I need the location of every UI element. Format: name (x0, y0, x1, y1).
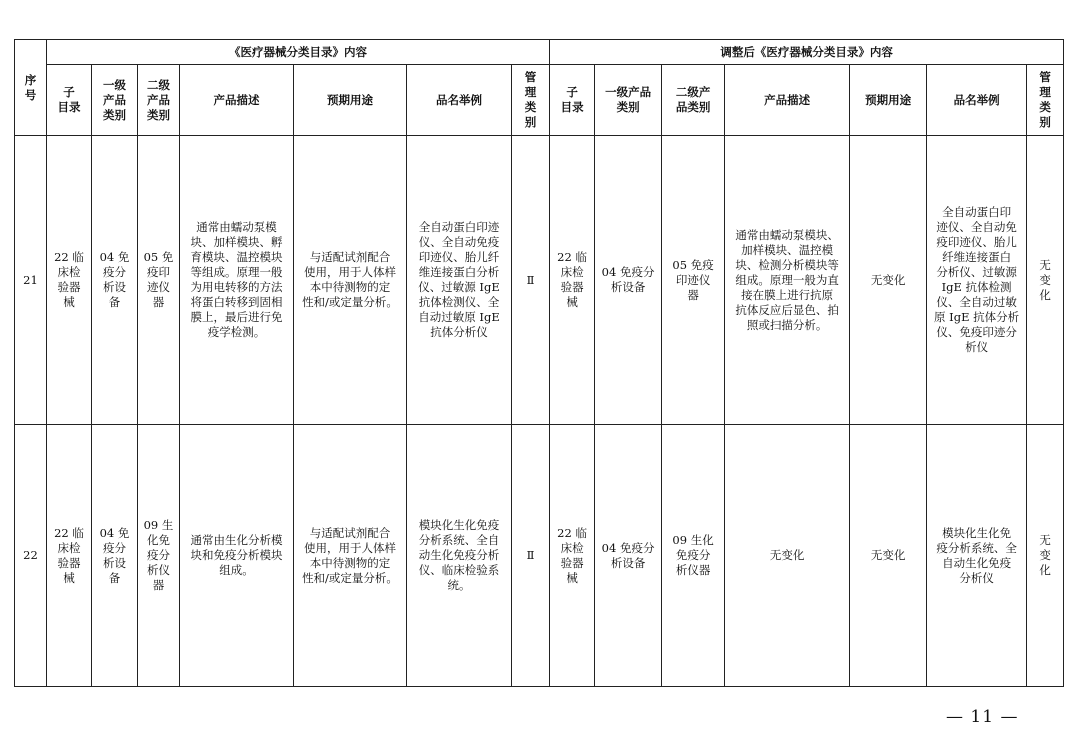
a-level1-cell: 04 免疫分 析设备 (595, 136, 662, 425)
column-header-row (15, 65, 1064, 136)
o-use-header: 预期用途 (294, 65, 407, 136)
o-level1-header: 一级 产品 类别 (92, 65, 138, 136)
o-level1-cell: 04 免 疫分 析设 备 (92, 425, 138, 687)
table-row (15, 425, 1064, 687)
o-level2-cell: 05 免 疫印 迹仪 器 (138, 136, 180, 425)
a-use-cell: 无变化 (850, 136, 927, 425)
a-names-cell: 模块化生化免 疫分析系统、全 自动生化免疫 分析仪 (927, 425, 1027, 687)
row-seq: 22 (15, 425, 47, 687)
page-number: — 11 — (946, 707, 1019, 727)
row-seq: 21 (15, 136, 47, 425)
o-sub-cell: 22 临 床检 验器 械 (47, 136, 92, 425)
a-desc-cell: 通常由蠕动泵模块、 加样模块、温控模 块、检测分析模块等 组成。原理一般为直 接在膜上进行抗原 抗体反应后显色、拍 照或扫描分析。 (725, 136, 850, 425)
group-header-row (15, 40, 1064, 65)
a-sub-cell: 22 临 床检 验器 械 (550, 136, 595, 425)
a-names-header: 品名举例 (927, 65, 1027, 136)
a-sub-header: 子 目录 (550, 65, 595, 136)
a-names-cell: 全自动蛋白印 迹仪、全自动免 疫印迹仪、胎儿 纤维连接蛋白 分析仪、过敏源 IgE 抗体检测 仪、全自动过敏 原 IgE 抗体分析 仪、免疫印迹分 析仪 (927, 136, 1027, 425)
a-level1-cell: 04 免疫分 析设备 (595, 425, 662, 687)
o-level2-header: 二级 产品 类别 (138, 65, 180, 136)
classification-table (14, 39, 1064, 687)
a-mgmt-header: 管 理 类 别 (1027, 65, 1064, 136)
table-row (15, 136, 1064, 425)
a-desc-header: 产品描述 (725, 65, 850, 136)
adjusted-catalog-header: 调整后《医疗器械分类目录》内容 (550, 40, 1064, 65)
a-use-header: 预期用途 (850, 65, 927, 136)
a-level2-cell: 05 免疫 印迹仪 器 (662, 136, 725, 425)
a-use-cell: 无变化 (850, 425, 927, 687)
o-desc-cell: 通常由生化分析模 块和免疫分析模块 组成。 (180, 425, 294, 687)
a-mgmt-cell: 无 变 化 (1027, 425, 1064, 687)
o-level1-cell: 04 免 疫分 析设 备 (92, 136, 138, 425)
o-names-cell: 模块化生化免疫 分析系统、全自 动生化免疫分析 仪、临床检验系 统。 (407, 425, 512, 687)
original-catalog-header: 《医疗器械分类目录》内容 (47, 40, 550, 65)
o-names-header: 品名举例 (407, 65, 512, 136)
a-level2-cell: 09 生化 免疫分 析仪器 (662, 425, 725, 687)
a-sub-cell: 22 临 床检 验器 械 (550, 425, 595, 687)
a-level2-header: 二级产 品类别 (662, 65, 725, 136)
o-mgmt-header: 管 理 类 别 (512, 65, 550, 136)
o-desc-header: 产品描述 (180, 65, 294, 136)
o-sub-cell: 22 临 床检 验器 械 (47, 425, 92, 687)
o-use-cell: 与适配试剂配合 使用，用于人体样 本中待测物的定 性和/或定量分析。 (294, 136, 407, 425)
o-names-cell: 全自动蛋白印迹 仪、全自动免疫 印迹仪、胎儿纤 维连接蛋白分析 仪、过敏源 IgE 抗体检测仪、全 自动过敏原 IgE 抗体分析仪 (407, 136, 512, 425)
seq-header: 序 号 (15, 40, 47, 136)
a-level1-header: 一级产品 类别 (595, 65, 662, 136)
o-use-cell: 与适配试剂配合 使用，用于人体样 本中待测物的定 性和/或定量分析。 (294, 425, 407, 687)
a-desc-cell: 无变化 (725, 425, 850, 687)
o-mgmt-cell: Ⅱ (512, 425, 550, 687)
a-mgmt-cell: 无 变 化 (1027, 136, 1064, 425)
o-mgmt-cell: Ⅱ (512, 136, 550, 425)
o-level2-cell: 09 生 化免 疫分 析仪 器 (138, 425, 180, 687)
o-desc-cell: 通常由蠕动泵模 块、加样模块、孵 育模块、温控模块 等组成。原理一般 为用电转移的方法 将蛋白转移到固相 膜上，最后进行免 疫学检测。 (180, 136, 294, 425)
o-sub-header: 子 目录 (47, 65, 92, 136)
